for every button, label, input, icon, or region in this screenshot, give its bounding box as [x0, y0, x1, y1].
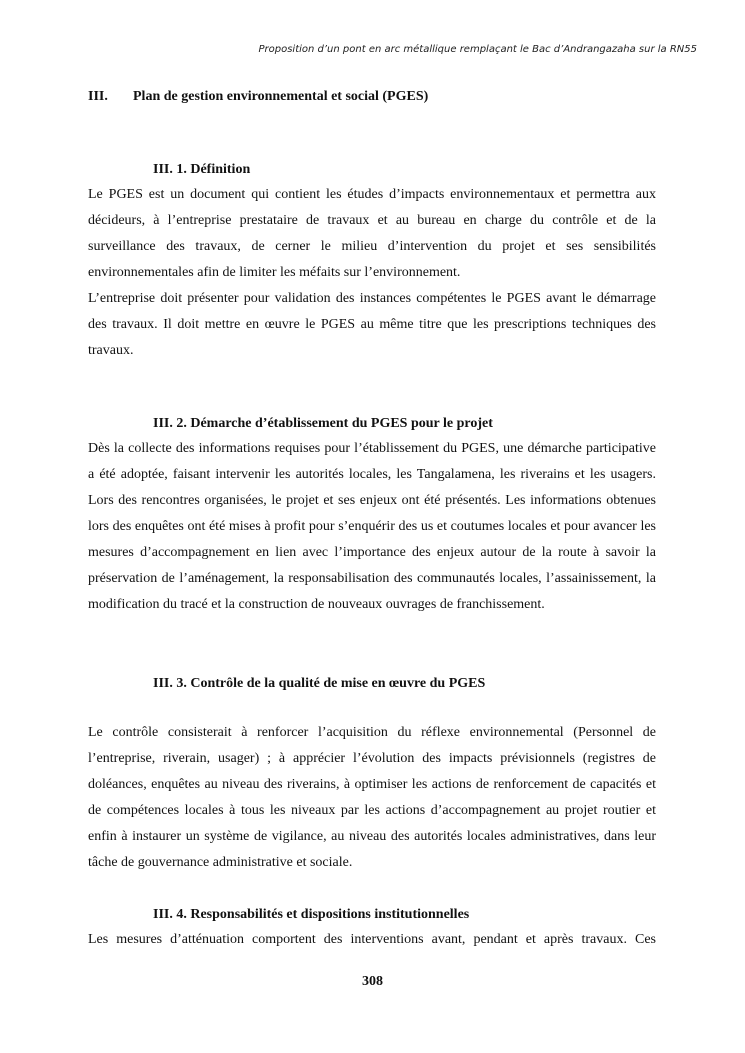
chapter-heading	[88, 89, 428, 105]
running-header: Proposition d’un pont en arc métallique remplaçant le Bac d’Andrangazaha sur la RN55	[258, 44, 697, 55]
section-title-responsabilites: III. 4. Responsabilités et dispositions institutionnelles	[153, 907, 470, 922]
paragraph-definition-1: Le PGES est un document qui contient les études d’impacts environnementaux et permettra aux décideurs, à l’entreprise prestataire de travaux et au bureau en charge du contrôle et de la surveillance des travaux, de cerner le milieu d’intervention du projet et ses sensibilités environnementales afin de limiter les méfaits sur l’environnement.	[88, 187, 656, 280]
paragraph-controle: Le contrôle consisterait à renforcer l’acquisition du réflexe environnemental (Personnel de l’entreprise, riverain, usager) ; à apprécier l’évolution des impacts prévisionnels (registres de doléances, enquêtes au niveau des riverains, à optimiser les actions de renforcement de capacités et de compétences locales à tous les niveaux par les actions d’accompagnement au projet routier et enfin à instaurer un système de vigilance, au niveau des autorités locales administratives, dans leur tâche de gouvernance administrative et sociale.	[88, 725, 656, 870]
paragraph-demarche: Dès la collecte des informations requises pour l’établissement du PGES, une démarche participative a été adoptée, faisant intervenir les autorités locales, les Tangalamena, les riverains et les usagers. Lors des rencontres organisées, le projet et ses enjeux ont été présentés. Les informations obtenues lors des enquêtes ont été mises à profit pour s’enquérir des us et coutumes locales et pour avancer les mesures d’accompagnement en lien avec l’importance des enjeux autour de la route à savoir la préservation de l’aménagement, la responsabilisation des communautés locales, l’assainissement, la modification du tracé et la construction de nouveaux ouvrages de franchissement.	[88, 441, 656, 612]
section-title-definition: III. 1. Définition	[153, 162, 251, 177]
section-title-controle: III. 3. Contrôle de la qualité de mise en œuvre du PGES	[153, 676, 486, 691]
section-title-demarche: III. 2. Démarche d’établissement du PGES pour le projet	[153, 416, 493, 431]
chapter-title: Plan de gestion environnemental et social (PGES)	[133, 89, 429, 104]
paragraph-responsabilites: Les mesures d’atténuation comportent des interventions avant, pendant et après travaux. Ces	[88, 932, 656, 947]
chapter-number: III.	[88, 89, 108, 104]
page-number: 308	[362, 974, 383, 989]
paragraph-definition-2: L’entreprise doit présenter pour validation des instances compétentes le PGES avant le démarrage des travaux. Il doit mettre en œuvre le PGES au même titre que les prescriptions techniques des travaux.	[88, 291, 656, 358]
